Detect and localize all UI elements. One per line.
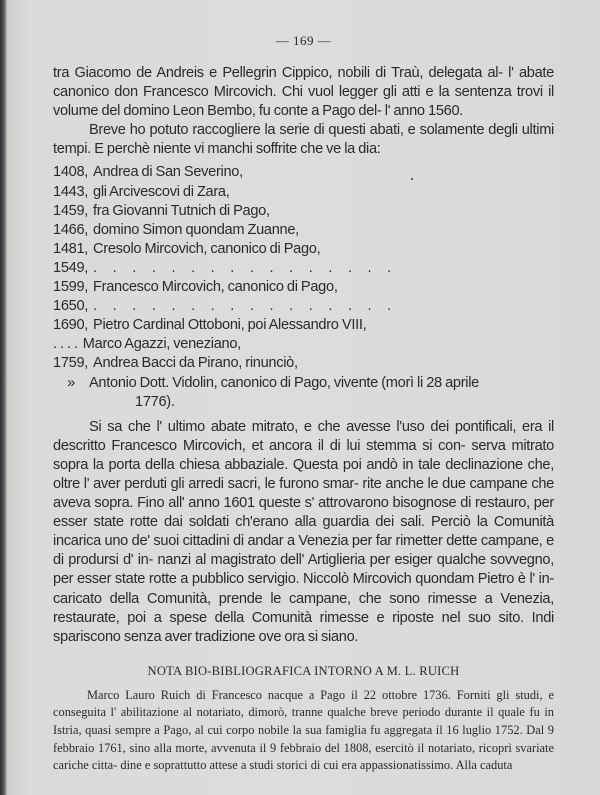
abbot-year: 1459, — [53, 202, 89, 219]
opening-paragraph: tra Giacomo de Andreis e Pellegrin Cippico, nobili di Traù, delegata al- l' abate canonico don Francesco Mircovich. Chi vuol legger gli atti e la sentenza trovi il volume del domino Leon Bembo, fu conte a Pago del- l' anno 1560. — [53, 65, 554, 120]
scanned-page — [7, 0, 600, 795]
abbots-list — [53, 163, 554, 411]
abbot-year: 1481, — [53, 240, 89, 257]
abbot-year: » — [67, 374, 75, 391]
abbot-list-item — [53, 259, 554, 278]
abbot-name: Cresolo Mircovich, canonico di Pago, — [93, 240, 321, 257]
abbot-list-item — [53, 221, 554, 240]
abbot-name: Francesco Mircovich, canonico di Pago, — [93, 279, 338, 296]
abbot-list-item — [53, 316, 554, 335]
book-binding-edge — [0, 0, 7, 795]
abbot-year: 1759, — [53, 355, 89, 372]
abbot-list-item — [53, 240, 554, 259]
abbot-name: Andrea di San Severino, — [93, 164, 243, 181]
abbot-name: domino Simon quondam Zuanne, — [93, 221, 299, 238]
abbot-name: Pietro Cardinal Ottoboni, poi Alessandro VIII, — [93, 317, 367, 334]
abbot-entry-continuation: 1776). — [135, 393, 175, 410]
abbot-list-item — [53, 202, 554, 221]
main-paragraph-block — [53, 418, 554, 647]
abbots-list-block — [53, 163, 554, 411]
abbot-list-item — [53, 335, 554, 354]
bio-paragraph: Marco Lauro Ruich di Francesco nacque a Pago il 22 ottobre 1736. Forniti gli studi, e conseguita l' abilitazione al notariato, dimorò, tranne qualche breve periodo durante il quale fu in Istria, quasi sempre a Pago, al cui corpo nobile la sua famiglia fu aggregata il 16 luglio 1752. Dal 9 febbraio 1761, sino alla morte, avvenuta il 9 febbraio del 1808, esercitò il notariato, ricoprì svariate cariche citta- dine e soprattutto attese a studi storici di cui era appassionatissimo. Alla caduta — [53, 687, 554, 773]
abbot-list-item — [53, 163, 554, 182]
abbot-list-item — [53, 374, 554, 412]
section-title: NOTA BIO-BIBLIOGRAFICA INTORNO A M. L. RUICH — [147, 663, 460, 678]
main-paragraph: Si sa che l' ultimo abate mitrato, e che avesse l'uso dei pontificali, era il descritto Francesco Mircovich, et ancora il di lui stemma si con- serva mitrato sopra la porta della chiesa abbaziale. Questa poi andò in tale declinazione che, oltre l' aver perduti gli arredi sacri, le furono smar- rite anche le due campane che aveva sopra. Fino all' anno 1601 queste s' attrovarono bisognose di restauro, per esser state rotte dai soldati ch'erano alla guardia dei sali. Perciò la Comunità incarica uno de' suoi cittadini di andar a Venezia per far rimetter dette campane, e di prodursi d' in- nanzi al magistrato dell' Artiglieria per esiger qualche sovvegno, per esser state rotte a pubblico servigio. Niccolò Mircovich quondam Pietro è l' in- caricato della Comunità, prende le campane, che sono rimesse a Venezia, restaurate, poi a spese della Comunità rimesse e riposte nel suo sito. Indi spariscono senza aver tradizione ove ora si siano. — [53, 418, 554, 645]
abbot-name: Marco Agazzi, veneziano, — [82, 336, 241, 353]
abbot-list-item — [53, 354, 554, 373]
abbot-year: 1443, — [53, 183, 89, 200]
abbot-name: . . . . . . . . . . . . . . . . — [93, 298, 398, 315]
abbot-year: 1599, — [53, 279, 89, 296]
page-number: — 169 — — [275, 33, 332, 48]
intro-paragraph-block — [53, 121, 554, 159]
abbot-name: fra Giovanni Tutnich di Pago, — [93, 202, 270, 219]
abbot-name: gli Arcivescovi di Zara, — [93, 183, 230, 200]
abbot-name: Andrea Bacci da Pirano, rinunciò, — [93, 355, 298, 372]
abbot-year: 1408, — [53, 164, 89, 181]
abbot-name: Antonio Dott. Vidolin, canonico di Pago, vivente (morì li 28 aprile — [89, 374, 479, 391]
abbot-year: 1466, — [53, 221, 89, 238]
abbot-year: 1549, — [53, 259, 89, 276]
opening-paragraph-block — [53, 64, 554, 121]
abbot-list-item — [53, 278, 554, 297]
intro-paragraph: Breve ho potuto raccogliere la serie di questi abati, e solamente degli ultimi tempi. E perchè niente vi manchi soffrite che ve la dia: — [53, 122, 554, 158]
abbot-list-item — [53, 183, 554, 202]
abbot-year: . . . . — [53, 336, 78, 353]
abbot-year: 1650, — [53, 298, 89, 315]
abbot-name: . . . . . . . . . . . . . . . . — [93, 259, 398, 276]
abbot-year: 1690, — [53, 317, 89, 334]
print-speck — [411, 178, 413, 180]
abbot-list-item — [53, 297, 554, 316]
